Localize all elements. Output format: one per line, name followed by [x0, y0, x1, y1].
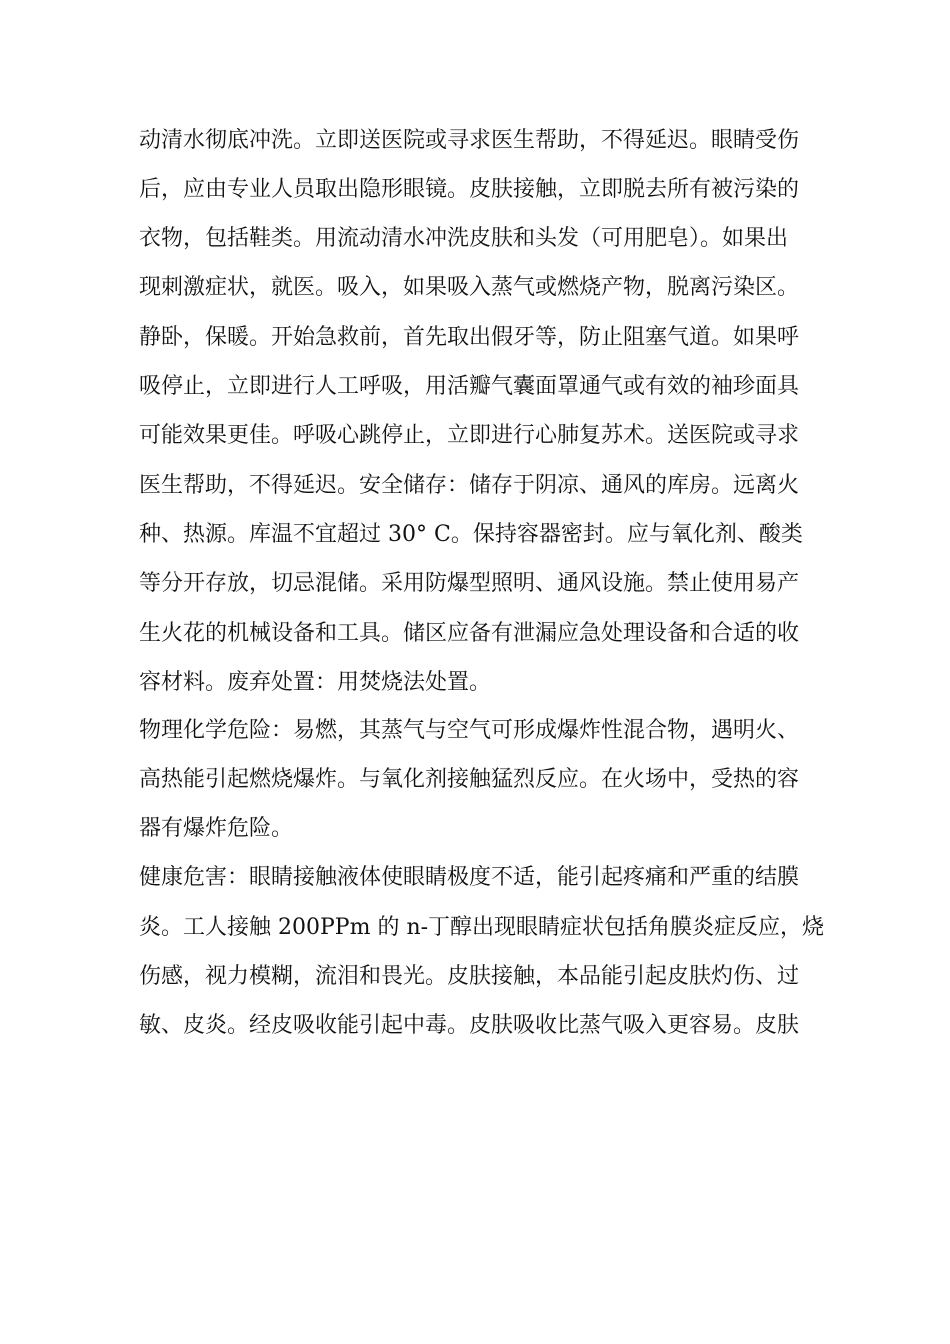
- text-line: 高热能引起燃烧爆炸。与氧化剂接触猛烈反应。在火场中，受热的容: [139, 767, 800, 792]
- text-line: 可能效果更佳。呼吸心跳停止，立即进行心肺复苏术。送医院或寻求: [139, 423, 800, 448]
- text-line: 物理化学危险：易燃，其蒸气与空气可形成爆炸性混合物，遇明火、: [139, 718, 800, 743]
- text-line: 吸停止，立即进行人工呼吸，用活瓣气囊面罩通气或有效的袖珍面具: [139, 374, 800, 399]
- text-line: 衣物，包括鞋类。用流动清水冲洗皮肤和头发（可用肥皂）。如果出: [139, 226, 789, 251]
- text-line: 伤感，视力模糊，流泪和畏光。皮肤接触，本品能引起皮肤灼伤、过: [139, 964, 800, 989]
- text-line: 静卧，保暖。开始急救前，首先取出假牙等，防止阻塞气道。如果呼: [139, 325, 800, 350]
- text-line: 器有爆炸危险。: [139, 816, 294, 841]
- text-line: 等分开存放，切忌混储。采用防爆型照明、通风设施。禁止使用易产: [139, 571, 800, 596]
- text-line: 生火花的机械设备和工具。储区应备有泄漏应急处理设备和合适的收: [139, 621, 800, 646]
- text-line: 动清水彻底冲洗。立即送医院或寻求医生帮助，不得延迟。眼睛受伤: [139, 128, 800, 153]
- text-line: 现刺激症状，就医。吸入，如果吸入蒸气或燃烧产物，脱离污染区。: [139, 275, 800, 300]
- text-line: 后，应由专业人员取出隐形眼镜。皮肤接触，立即脱去所有被污染的: [139, 177, 800, 202]
- text-line: 种、热源。库温不宜超过 30° C。保持容器密封。应与氧化剂、酸类: [139, 522, 803, 547]
- text-line: 炎。工人接触 200PPm 的 n-丁醇出现眼睛症状包括角膜炎症反应，烧: [139, 915, 825, 940]
- text-line: 容材料。废弃处置：用焚烧法处置。: [139, 670, 492, 695]
- text-line: 敏、皮炎。经皮吸收能引起中毒。皮肤吸收比蒸气吸入更容易。皮肤: [139, 1013, 800, 1038]
- text-line: 健康危害：眼睛接触液体使眼睛极度不适，能引起疼痛和严重的结膜: [139, 865, 800, 890]
- text-line: 医生帮助，不得延迟。安全储存：储存于阴凉、通风的库房。远离火: [139, 473, 800, 498]
